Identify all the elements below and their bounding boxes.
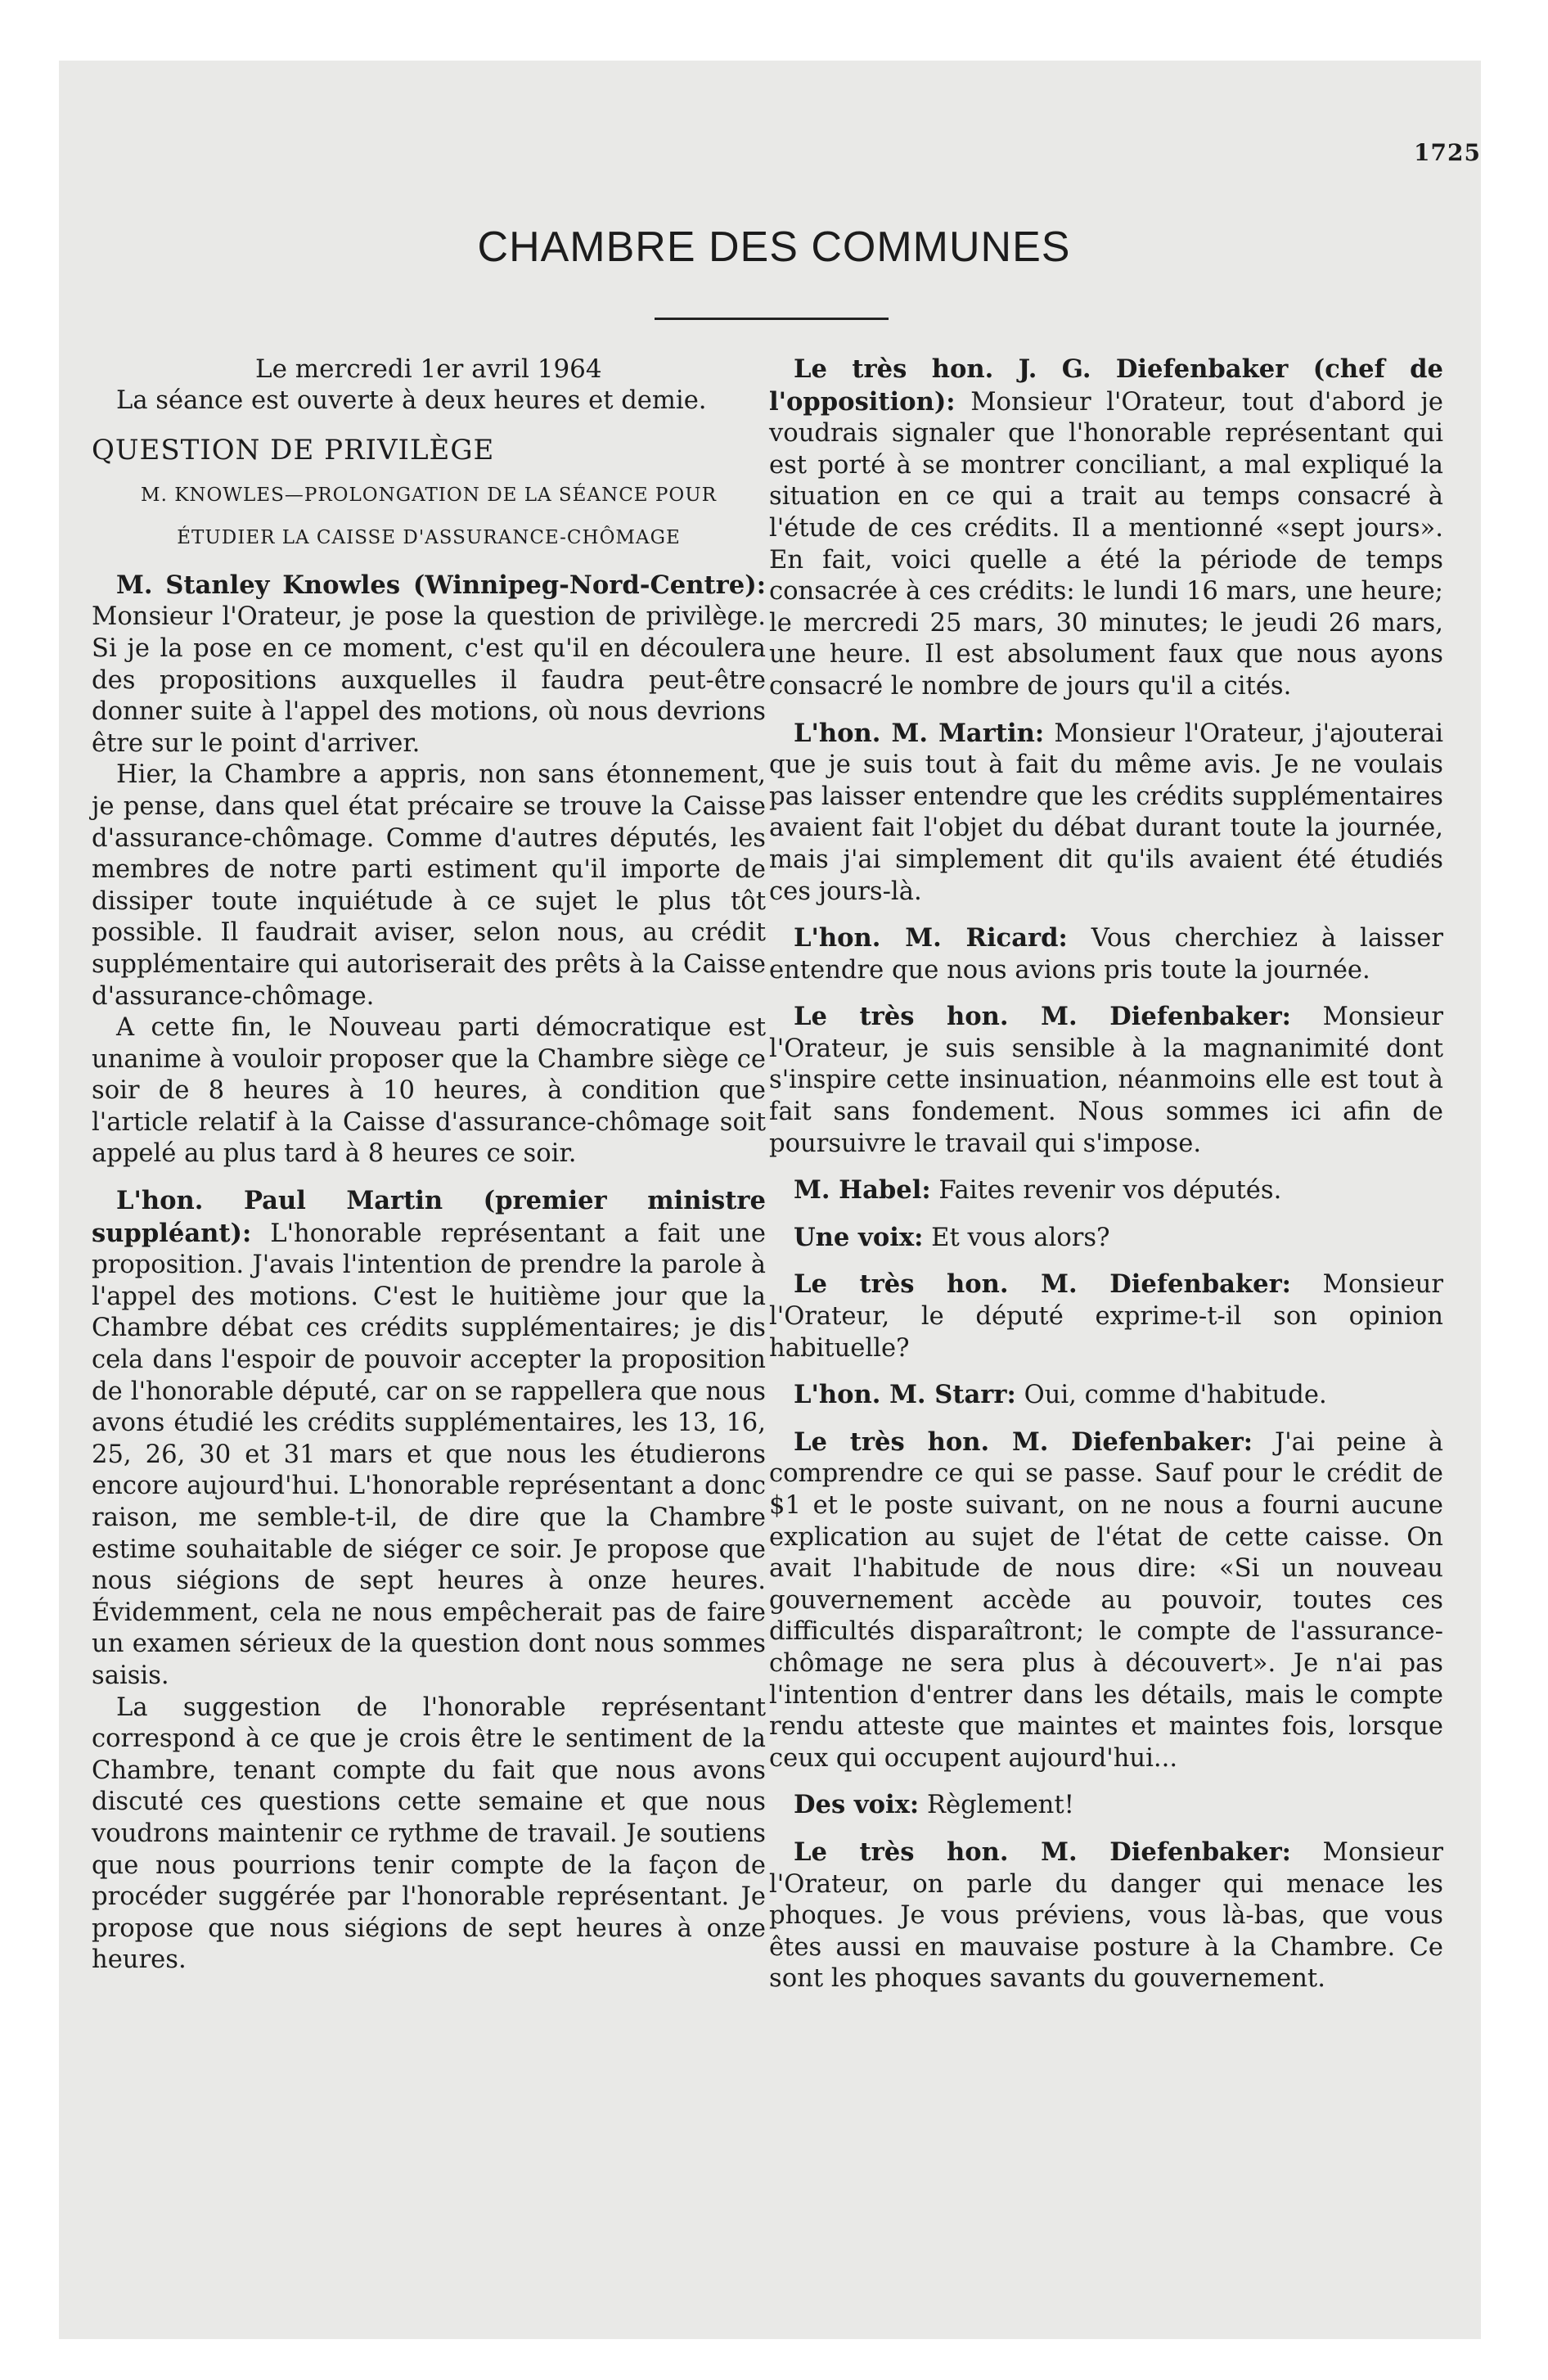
intervention-text: Règlement! [926,1791,1074,1820]
sitting-date: Le mercredi 1er avril 1964 [255,354,602,384]
speaker-name: Le très hon. J. G. Diefenbaker (chef de l'opposition): [769,354,1443,417]
left-column [92,354,766,1977]
ricard-intervention [769,922,1443,986]
page-number: 1725 [1414,139,1481,166]
speaker-name: Le très hon. M. Diefenbaker: [794,1427,1253,1457]
knowles-paragraph-2: Hier, la Chambre a appris, non sans étonnement, je pense, dans quel état précaire se trouve la Caisse d'assurance-chômage. Comme d'autres députés, les membres de notre parti estiment qu'il importe de dissiper toute inquiétude à ce sujet le plus tôt possible. Il faudrait aviser, selon nous, au crédit supplémentaire qui autoriserait des prêts à la Caisse d'assurance-chômage. [92,760,766,1011]
speaker-name: Le très hon. M. Diefenbaker: [794,1269,1291,1300]
intervention-text: Et vous alors? [931,1223,1110,1252]
intervention-text: L'honorable représentant a fait une proposition. J'avais l'intention de prendre la parole à l'appel des motions. C'est le huitième jour que la Chambre débat ces crédits supplémentaires; je dis cela dans l'espoir de pouvoir accepter la proposition de l'honorable député, car on se rappellera que nous avons étudié les crédits supplémentaires, les 13, 16, 25, 26, 30 et 31 mars et que nous les étudierons encore aujourd'hui. L'honorable représentant a donc raison, me semble-t-il, de dire que la Chambre estime souhaitable de siéger ce soir. Je propose que nous siégions de sept heures à onze heures. Évidemment, cela ne nous empêcherait pas de faire un examen sérieux de la question dont nous sommes saisis. [92,1219,766,1690]
intervention-text: Faites revenir vos députés. [938,1176,1282,1206]
intervention-text: Monsieur l'Orateur, on parle du danger qui menace les phoques. Je vous préviens, vous là-bas, que vous êtes aussi en mauvaise posture à la Chambre. Ce sont les phoques savants du gouvernement. [769,1837,1443,1994]
habel-intervention [769,1174,1443,1207]
speaker-name: M. Habel: [794,1175,931,1206]
martin-paragraph-2: La suggestion de l'honorable représentant correspond à ce que je crois être le sentiment de la Chambre, tenant compte du fait que nous avons discuté ces questions cette semaine et que nous voudrons maintenir ce rythme de travail. Je soutiens que nous pourrions tenir compte de la façon de procéder suggérée par l'honorable représentant. Je propose que nous siégions de sept heures à onze heures. [92,1693,766,1975]
title-rule [655,318,889,320]
martin-intervention-2 [769,718,1443,908]
right-column [769,354,1443,1995]
diefenbaker-intervention-5 [769,1837,1443,1995]
intervention-text: Monsieur l'Orateur, j'ajouterai que je suis tout à fait du même avis. Je ne voulais pas laisser entendre que les crédits supplémentaires avaient fait l'objet du débat durant toute la journée, mais j'ai simplement dit qu'ils avaient été étudiés ces jours-là. [769,719,1443,906]
speaker-name: Le très hon. M. Diefenbaker: [794,1002,1291,1032]
diefenbaker-intervention-2 [769,1001,1443,1160]
speaker-name: L'hon. Paul Martin (premier ministre suppléant): [92,1186,766,1248]
diefenbaker-intervention-3 [769,1269,1443,1364]
subheading-line-1: M. KNOWLES—PROLONGATION DE LA SÉANCE POUR [141,484,717,506]
voice-intervention [769,1222,1443,1255]
intervention-text: Vous cherchiez à laisser entendre que nous avions pris toute la journée. [769,924,1443,985]
subheading-line-2: ÉTUDIER LA CAISSE D'ASSURANCE-CHÔMAGE [177,526,681,548]
speaker-name: M. Stanley Knowles (Winnipeg-Nord-Centre): [116,570,766,600]
intervention-text: Oui, comme d'habitude. [1024,1381,1327,1410]
martin-intervention [92,1185,766,1693]
voices-intervention [769,1789,1443,1822]
knowles-intervention [92,570,766,760]
opening-paragraph: La séance est ouverte à deux heures et demie. [116,385,707,415]
intervention-text: Monsieur l'Orateur, tout d'abord je voudrais signaler que l'honorable représentant qui est porté à se montrer conciliant, a mal expliqué la situation en ce qui a trait au temps consacré à l'étude de ces crédits. Il a mentionné «sept jours». En fait, voici quelle a été la période de temps consacrée à ces crédits: le lundi 16 mars, une heure; le mercredi 25 mars, 30 minutes; le jeudi 26 mars, une heure. Il est absolument faux que nous ayons consacré le nombre de jours qu'il a cités. [769,387,1443,701]
intervention-text: J'ai peine à comprendre ce qui se passe. Sauf pour le crédit de $1 et le poste suivant, on ne nous a fourni aucune explication au sujet de l'état de cette caisse. On avait l'habitude de nous dire: «Si un nouveau gouvernement accède au pouvoir, toutes ces difficultés disparaîtront; le compte de l'assurance-chômage ne sera plus à découvert». Je n'ai pas l'intention d'entrer dans les détails, mais le compte rendu atteste que maintes et maintes fois, lorsque ceux qui occupent aujourd'hui... [769,1427,1443,1773]
intervention-text: Monsieur l'Orateur, je suis sensible à la magnanimité dont s'inspire cette insinuation, néanmoins elle est tout à fait sans fondement. Nous sommes ici afin de poursuivre le travail qui s'impose. [769,1003,1443,1158]
speaker-name: Une voix: [794,1222,924,1252]
intervention-text: Monsieur l'Orateur, je pose la question de privilège. Si je la pose en ce moment, c'est qu'il en découlera des propositions auxquelles il faudra peut-être donner suite à l'appel des motions, où nous devrions être sur le point d'arriver. [92,602,766,758]
knowles-paragraph-3: A cette fin, le Nouveau parti démocratique est unanime à vouloir proposer que la Chambre siège ce soir de 8 heures à 10 heures, à condition que l'article relatif à la Caisse d'assurance-chômage soit appelé au plus tard à 8 heures ce soir. [92,1013,766,1169]
speaker-name: Le très hon. M. Diefenbaker: [794,1837,1291,1867]
speaker-name: Des voix: [794,1790,920,1820]
speaker-name: L'hon. M. Starr: [794,1380,1016,1410]
intervention-text: Monsieur l'Orateur, le député exprime-t-il son opinion habituelle? [769,1270,1443,1363]
speaker-name: L'hon. M. Ricard: [794,923,1068,953]
diefenbaker-intervention-1 [769,354,1443,703]
starr-intervention [769,1379,1443,1412]
page-title: CHAMBRE DES COMMUNES [477,223,1071,271]
diefenbaker-intervention-4 [769,1427,1443,1775]
speaker-name: L'hon. M. Martin: [794,718,1045,748]
section-heading: QUESTION DE PRIVILÈGE [92,434,495,467]
